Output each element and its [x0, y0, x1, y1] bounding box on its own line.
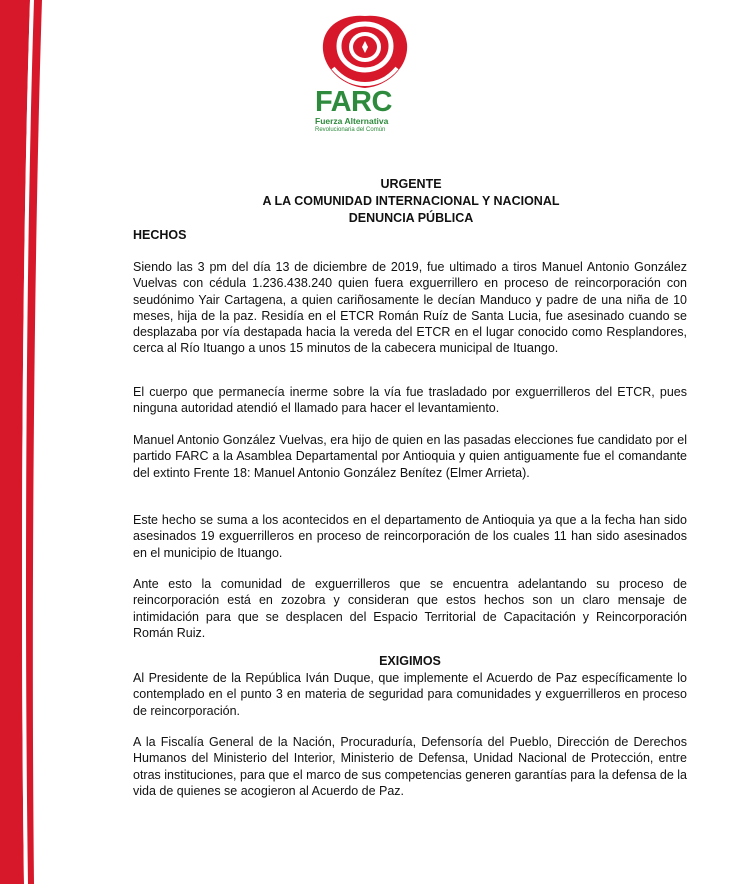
farc-logo [310, 10, 420, 142]
paragraph-1: Siendo las 3 pm del día 13 de diciembre de 2019, fue ultimado a tiros Manuel Antonio González Vuelvas con cédula 1.236.438.240 quien fuera exguerrillero en proceso de reincorporación con seudónimo Yair Cartagena, a quien cariñosamente le decían Manduco y padre de una niña de 10 meses, hija de la paz. Residía en el ETCR Román Ruíz de Santa Lucia, fue asesinado cuando se desplazaba por vía destapada hacia la vereda del ETCR en el lugar conocido como Resplandores, cerca al Río Ituango a unos 15 minutos de la cabecera municipal de Ituango. [133, 260, 687, 356]
paragraph-7: A la Fiscalía General de la Nación, Procuraduría, Defensoría del Pueblo, Dirección de Derechos Humanos del Ministerio del Interior, Ministerio de Defensa, Unidad Nacional de Protección, entre otras instituciones, para que el marco de sus competencias generen garantías para la defensa de la vida de quienes se acogieron al Acuerdo de Paz. [133, 735, 687, 798]
red-side-band [0, 0, 48, 884]
paragraph-5: Ante esto la comunidad de exguerrilleros que se encuentra adelantando su proceso de reincorporación está en zozobra y consideran que estos hechos son un claro mensaje de intimidación para que se desplacen del Espacio Territorial de Capacitación y Reincorporación Román Ruiz. [133, 577, 687, 640]
heading-audience: A LA COMUNIDAD INTERNACIONAL Y NACIONAL [262, 194, 560, 208]
paragraph-3: Manuel Antonio González Vuelvas, era hijo de quien en las pasadas elecciones fue candidato por el partido FARC a la Asamblea Departamental por Antioquia y quien antiguamente fue el comandante del extinto Frente 18: Manuel Antonio González Benítez (Elmer Arrieta). [133, 433, 687, 480]
logo-subtitle-secondary: Revolucionaria del Común [315, 127, 386, 133]
paragraph-6: Al Presidente de la República Iván Duque, que implemente el Acuerdo de Paz específicamente lo contemplado en el punto 3 en materia de seguridad para comunidades y exguerrilleros en proceso de reincorporación. [133, 671, 687, 718]
paragraph-2: El cuerpo que permanecía inerme sobre la vía fue trasladado por exguerrilleros del ETCR, pues ninguna autoridad atendió el llamado para hacer el levantamiento. [133, 385, 687, 416]
logo-subtitle: Fuerza Alternativa [315, 116, 389, 126]
heading-complaint: DENUNCIA PÚBLICA [348, 211, 474, 225]
paragraph-4: Este hecho se suma a los acontecidos en el departamento de Antioquia ya que a la fecha han sido asesinados 19 exguerrilleros en proceso de reincorporación de los cuales 11 han sido asesinados en el municipio de Ituango. [133, 513, 687, 560]
section-title-demands: EXIGIMOS [379, 654, 441, 668]
heading-urgent: URGENTE [380, 177, 442, 191]
rose-emblem-icon [315, 10, 415, 92]
section-title-facts: HECHOS [133, 228, 187, 242]
logo-wordmark: FARC [315, 86, 392, 118]
